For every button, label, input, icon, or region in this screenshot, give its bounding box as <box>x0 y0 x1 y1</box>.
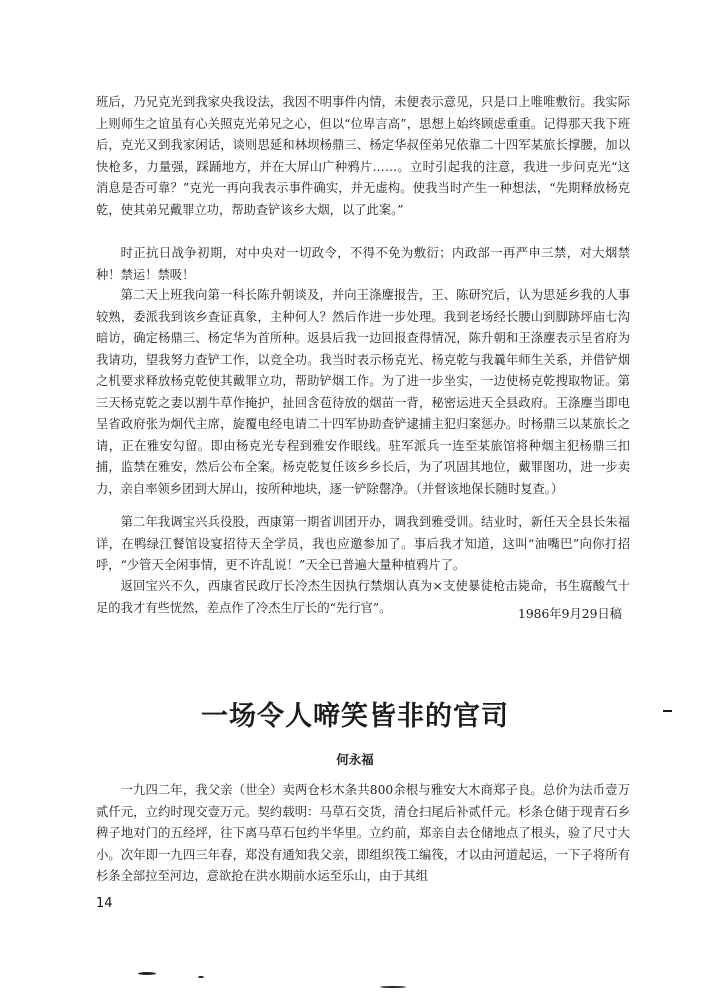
body-paragraph-5: 返回宝兴不久，西康省民政厅长冷杰生因执行禁烟认真为×支使暴徒枪击毙命，书生腐酸气十足的我才有些恍然，差点作了冷杰生厅长的“先行官”。 <box>96 579 630 615</box>
article-title: 一场令人啼笑皆非的官司 <box>201 701 509 732</box>
body-paragraph-4: 第二年我调宝兴兵役股，西康第一期省训团开办，调我到雅受训。结业时，新任天全县长朱福详，在鸭绿江餐馆设宴招待天全学员，我也应邀参加了。事后我才知道，这叫“油嘴巴”向你打招呼，“少管天全闲事情，更不许乱说！”天全已普遍大量种植鸦片了。 <box>96 515 630 572</box>
page-number: 14 <box>96 896 113 911</box>
body-paragraph-2: 时正抗日战争初期，对中央对一切政令，不得不免为敷衍；内政部一再严申三禁，对大烟禁种！禁运！禁吸！ <box>96 246 630 282</box>
scan-speck <box>380 986 406 988</box>
article-author: 何永福 <box>336 752 374 767</box>
scan-speck <box>138 972 156 975</box>
scan-speck <box>198 976 204 978</box>
decorative-dash <box>663 710 672 712</box>
article-paragraph-1: 一九四二年，我父亲（世全）卖两仓杉木条共800余根与雅安大木商郑子良。总价为法币壹万贰仟元，立约时现交壹万元。契约载明：马草石交货，清仓扫尾后补贰仟元。杉条仓储于现青石乡稗子地对门的五经坪，往下离马草石包约半华里。立约前，郑亲自去仓储地点了根头，验了尺寸大小。次年即一九四三年春，郑没有通知我父亲，即组织筏工编筏，才以由河道起运，一下子将所有杉条全部拉至河边，意欲抢在洪水期前水运至乐山，由于其组 <box>96 783 630 883</box>
date-line: 1986年9月29日稿 <box>518 607 622 621</box>
body-paragraph-3: 第二天上班我向第一科长陈升朝谈及，并向王涤麈报告，王、陈研究后，认为思延乡我的人事较熟，委派我到该乡查证真象，主种何人？然后作进一步处理。我到老场经长腰山到脚跡坪庙七沟暗访，确定杨鼎三、杨定华为首所种。返县后我一边回报查得情况，陈升朝和王涤麈表示呈省府为我请功，望我努力查铲工作，以竞全功。我当时表示杨克光、杨克乾与我曩年师生关系，并借铲烟之机要求释放杨克乾使其戴罪立功，帮助铲烟工作。为了进一步坐实，一边使杨克乾搜取物证。第三天杨克乾之妻以割牛草作掩护，扯回含苞待放的烟苗一背，秘密运进天全县政府。王涤麈当即电呈省政府张为炯代主席，旋覆电经电请二十四军协助查铲逮捕主犯归案惩办。时杨鼎三以某旅长之请，正在雅安勾留。即由杨克光专程到雅安作眼线。驻军派兵一连至某旅馆将种烟主犯杨鼎三扣捕，监禁在雅安，然后公布全案。杨克乾复任该乡乡长后，为了巩固其地位，戴罪图功，进一步卖力，亲自率领乡团到大屏山，按所种地块，逐一铲除罄净。（并督该地保长随时复查。） <box>96 288 630 496</box>
body-paragraph-1: 班后，乃兄克光到我家央我设法，我因不明事件内情，未便表示意见，只是口上唯唯敷衍。我实际上则师生之谊虽有心关照克光弟兄之心，但以“位卑言高”，思想上始终顾虑重重。记得那天我下班后，克光又到我家闲话，谈则思延和林坝杨鼎三、杨定华叔侄弟兄依靠二十四军某旅长撑腰，加以快枪多，力量强，踩踊地方，并在大屏山广种鸦片……。立时引起我的注意，我进一步问克光“这消息是否可靠？”克光一再向我表示事件确实，并无虚构。使我当时产生一种想法，“先期释放杨克乾，使其弟兄戴罪立功，帮助查铲该乡大烟，以了此案。” <box>96 95 630 217</box>
